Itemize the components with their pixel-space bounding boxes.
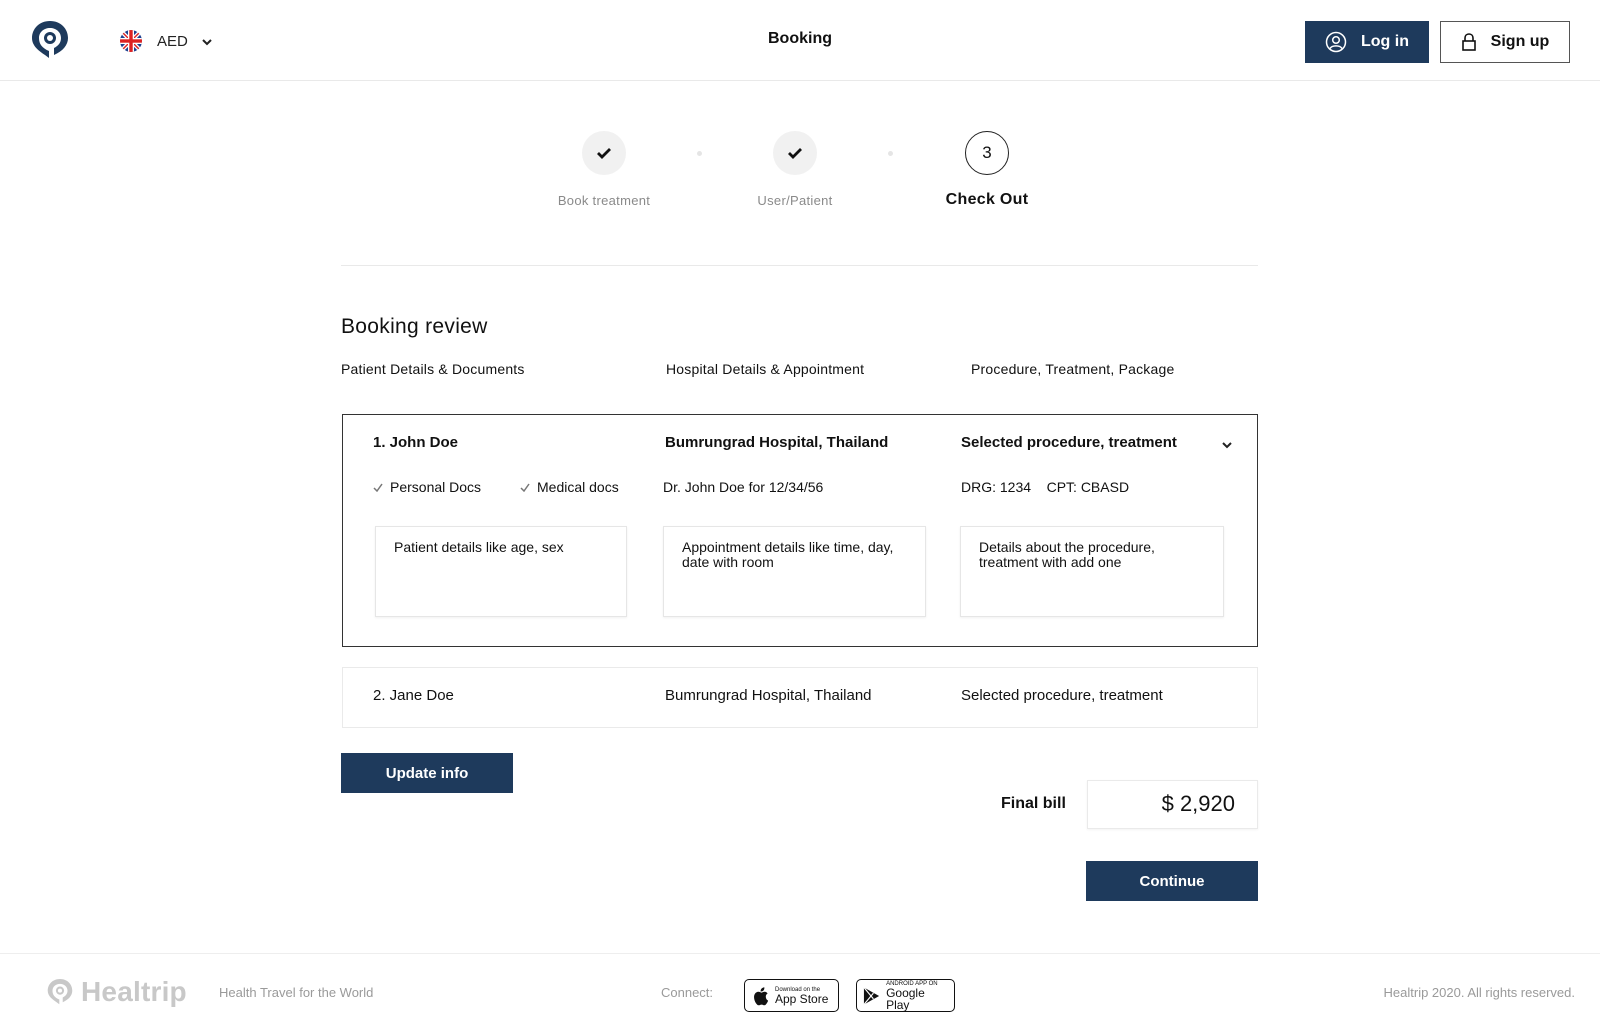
- update-info-button[interactable]: Update info: [341, 753, 513, 793]
- procedure-codes: DRG: 1234 CPT: CBASD: [961, 479, 1130, 495]
- footer-tagline: Health Travel for the World: [219, 985, 374, 1000]
- step-book-treatment[interactable]: [534, 131, 674, 208]
- page-title: Booking: [768, 30, 832, 47]
- hospital-name: Bumrungrad Hospital, Thailand: [665, 434, 889, 451]
- appointment-details-box: Appointment details like time, day, date with room: [663, 526, 926, 617]
- step-label-current: Check Out: [945, 191, 1029, 208]
- checkmark-icon: [596, 147, 612, 159]
- user-circle-icon: [1325, 31, 1347, 53]
- chevron-down-icon[interactable]: [1222, 442, 1232, 449]
- booking-card-expanded[interactable]: [342, 414, 1258, 647]
- signup-button[interactable]: [1440, 21, 1570, 63]
- footer-connect-label: Connect:: [661, 985, 714, 1000]
- lock-icon: [1461, 32, 1477, 52]
- login-label: Log in: [1361, 33, 1409, 50]
- step-connector-dot: [888, 151, 893, 156]
- step-current-circle: [965, 131, 1009, 175]
- checkmark-icon: [787, 147, 803, 159]
- google-play-icon: [863, 986, 880, 1006]
- google-play-small-text: ANDROID APP ON: [886, 980, 938, 987]
- step-number: 3: [982, 143, 992, 162]
- patient-name: 2. Jane Doe: [373, 687, 454, 704]
- check-icon: [373, 483, 383, 492]
- final-bill-label: Final bill: [1001, 795, 1066, 812]
- booking-card-collapsed[interactable]: [342, 667, 1258, 728]
- step-label: User/Patient: [757, 193, 833, 208]
- google-play-big-text: Google Play: [886, 985, 925, 1012]
- final-bill-value: $ 2,920: [1087, 780, 1258, 829]
- healtrip-logo-icon: [45, 977, 75, 1007]
- footer-copyright: Healtrip 2020. All rights reserved.: [1383, 985, 1575, 1000]
- app-store-big-text: App Store: [775, 991, 829, 1006]
- login-button[interactable]: [1305, 21, 1429, 63]
- booking-review-title: Booking review: [341, 315, 488, 338]
- footer: [0, 953, 1600, 1035]
- google-play-badge[interactable]: [856, 979, 955, 1012]
- app-store-badge[interactable]: [744, 979, 839, 1012]
- doc-medical[interactable]: [520, 479, 619, 495]
- footer-brand-name: Healtrip: [81, 976, 187, 1007]
- footer-brand[interactable]: [45, 976, 187, 1008]
- procedure-details-box: Details about the procedure, treatment with add one: [960, 526, 1224, 617]
- step-connector-dot: [697, 151, 702, 156]
- hospital-name: Bumrungrad Hospital, Thailand: [665, 687, 872, 704]
- step-done-circle: [582, 131, 626, 175]
- app-store-small-text: Download on the: [775, 986, 821, 993]
- step-check-out[interactable]: [917, 131, 1057, 209]
- patient-name: 1. John Doe: [373, 434, 459, 451]
- signup-label: Sign up: [1490, 33, 1550, 50]
- patient-details-box: Patient details like age, sex: [375, 526, 627, 617]
- apple-icon: [751, 986, 769, 1006]
- procedure-name: Selected procedure, treatment: [961, 434, 1177, 451]
- doc-personal[interactable]: [373, 479, 481, 495]
- step-label: Book treatment: [557, 193, 651, 208]
- column-header-procedure: Procedure, Treatment, Package: [971, 361, 1175, 377]
- doc-label: Personal Docs: [390, 479, 482, 495]
- section-divider: [341, 265, 1258, 266]
- currency-label: AED: [157, 32, 188, 50]
- procedure-name: Selected procedure, treatment: [961, 687, 1163, 704]
- check-icon: [520, 483, 530, 492]
- appointment-summary: Dr. John Doe for 12/34/56: [663, 479, 824, 495]
- step-user-patient[interactable]: [725, 131, 865, 208]
- column-header-hospital: Hospital Details & Appointment: [666, 361, 865, 377]
- column-header-patient: Patient Details & Documents: [341, 361, 525, 377]
- doc-label: Medical docs: [537, 479, 619, 495]
- continue-button[interactable]: Continue: [1086, 861, 1258, 901]
- step-done-circle: [773, 131, 817, 175]
- top-header: [0, 0, 1600, 81]
